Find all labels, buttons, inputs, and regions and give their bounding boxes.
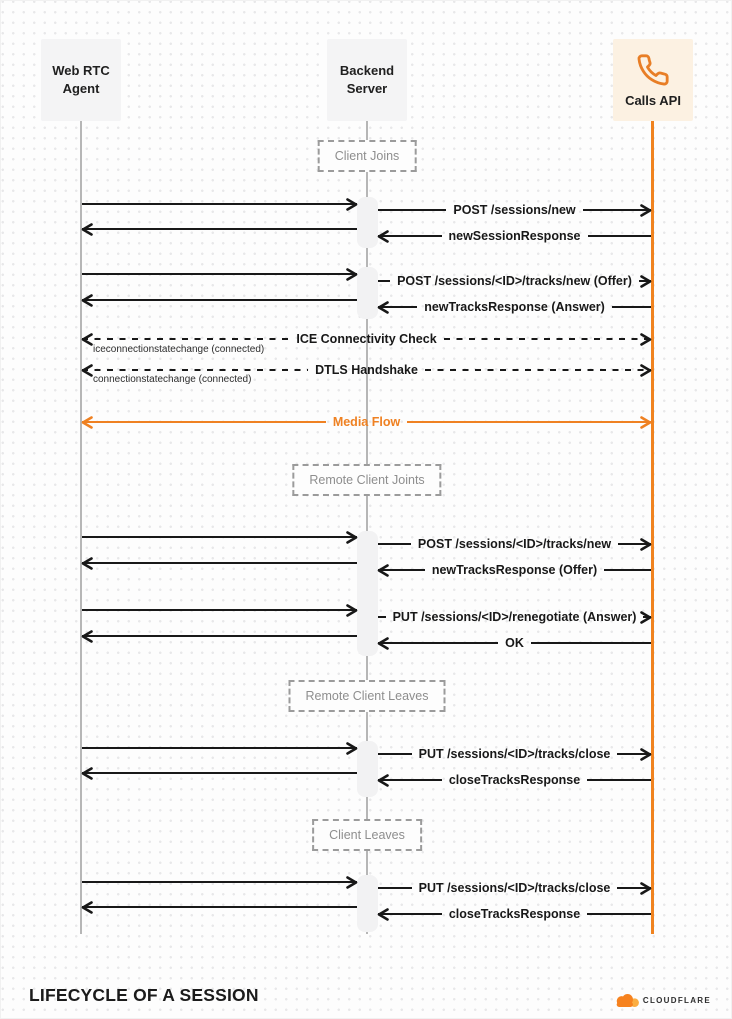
arrowhead-right-icon (639, 538, 652, 551)
cloudflare-logo (614, 993, 711, 1008)
message-label: closeTracksResponse (448, 906, 581, 921)
phone-icon (636, 53, 670, 87)
arrowhead-left-icon (377, 564, 390, 577)
lifeline-calls-api (651, 121, 654, 934)
message-label: OK (505, 635, 524, 650)
message-label: PUT /sessions/<ID>/renegotiate (Answer) (392, 609, 637, 624)
activation-bar (357, 531, 378, 656)
arrowhead-left-icon (377, 301, 390, 314)
arrowhead-right-icon (639, 275, 652, 288)
section-remote-client-joints: Remote Client Joints (292, 464, 441, 496)
cloudflare-wordmark: CLOUDFLARE (642, 996, 711, 1005)
arrowhead-left-icon (81, 223, 94, 236)
arrowhead-left-icon (81, 630, 94, 643)
page-title: LIFECYCLE OF A SESSION (29, 985, 259, 1005)
message-label: PUT /sessions/<ID>/tracks/close (418, 746, 611, 761)
arrowhead-right-icon (345, 742, 358, 755)
arrowhead-right-icon (639, 333, 652, 346)
arrowhead-left-icon (81, 557, 94, 570)
actor-label-line2: Server (346, 81, 388, 96)
actor-web-rtc-agent (41, 39, 121, 121)
message-label: newTracksResponse (Answer) (424, 299, 605, 314)
arrowhead-right-icon (345, 604, 358, 617)
arrowhead-right-icon (345, 198, 358, 211)
actor-label-line2: Agent (62, 81, 100, 96)
actor-backend-server (327, 39, 407, 121)
arrowhead-right-icon (345, 268, 358, 281)
annotation-connectionstatechange: connectionstatechange (connected) (93, 374, 252, 385)
actor-label (340, 62, 394, 98)
message-label: closeTracksResponse (448, 772, 581, 787)
message-label: newSessionResponse (448, 228, 581, 243)
arrowhead-left-icon (377, 908, 390, 921)
message-label: ICE Connectivity Check (296, 331, 437, 346)
section-client-leaves: Client Leaves (312, 819, 422, 851)
section-remote-client-leaves: Remote Client Leaves (289, 680, 446, 712)
arrowhead-right-icon (639, 611, 652, 624)
actor-label-line1: Backend (339, 62, 395, 78)
message-label: POST /sessions/<ID>/tracks/new (Offer) (397, 273, 632, 288)
lifeline-web-rtc-agent (80, 121, 82, 934)
arrowhead-right-icon (345, 531, 358, 544)
section-client-joins: Client Joins (318, 140, 417, 172)
message-label: POST /sessions/<ID>/tracks/new (417, 536, 612, 551)
arrowhead-right-icon (639, 748, 652, 761)
actor-label (52, 62, 110, 98)
arrowhead-right-icon (639, 364, 652, 377)
annotation-iceconnectionstatechange: iceconnectionstatechange (connected) (93, 344, 265, 355)
message-label: Media Flow (332, 414, 401, 429)
arrowhead-left-icon (377, 230, 390, 243)
arrowhead-right-icon (639, 416, 652, 429)
arrowhead-left-icon (81, 294, 94, 307)
activation-bar (357, 267, 378, 319)
activation-bar (357, 197, 378, 248)
arrowhead-right-icon (639, 204, 652, 217)
arrowhead-left-icon (81, 767, 94, 780)
message-label: newTracksResponse (Offer) (431, 562, 598, 577)
message-label: DTLS Handshake (315, 362, 418, 377)
arrowhead-left-icon (377, 774, 390, 787)
message-label: PUT /sessions/<ID>/tracks/close (418, 880, 611, 895)
actor-label-line1: Web RTC (52, 62, 110, 78)
activation-bar (357, 741, 378, 797)
actor-label: Calls API (625, 93, 681, 109)
arrowhead-right-icon (345, 876, 358, 889)
message-label: POST /sessions/new (453, 202, 576, 217)
activation-bar (357, 875, 378, 932)
arrowhead-right-icon (639, 882, 652, 895)
arrowhead-left-icon (377, 637, 390, 650)
cloudflare-cloud-icon (614, 993, 640, 1008)
arrowhead-left-icon (81, 901, 94, 914)
actor-calls-api (613, 39, 693, 121)
arrowhead-left-icon (81, 416, 94, 429)
